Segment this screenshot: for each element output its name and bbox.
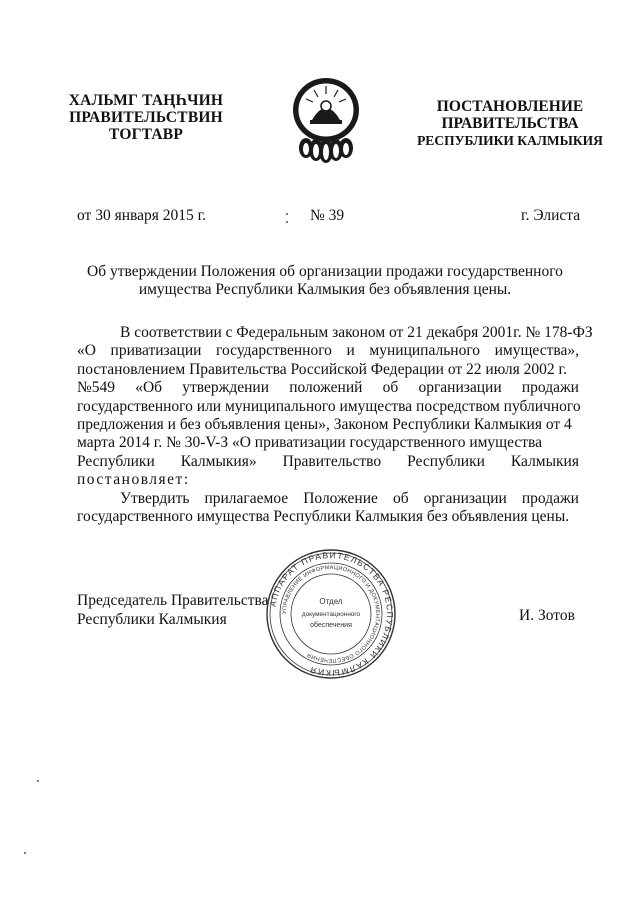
word: и	[346, 342, 355, 360]
body-line	[77, 324, 593, 342]
body-line	[77, 490, 579, 508]
body-line-text: государственного или муниципального имущества посредством публичного	[77, 397, 581, 415]
body-line	[77, 434, 579, 452]
stamp-center-line-1: Отдел	[319, 597, 343, 606]
word: Утвердить	[120, 489, 190, 507]
body-line	[77, 361, 579, 379]
header-right-line-1: ПОСТАНОВЛЕНИЕ	[436, 98, 584, 115]
body-line	[77, 398, 579, 416]
document-city: г. Элиста	[521, 207, 581, 224]
word: об	[382, 379, 399, 397]
scan-speck	[24, 852, 26, 854]
word: продажи	[521, 379, 579, 397]
stamp-outer-ring-text: АППАРАТ ПРАВИТЕЛЬСТВА РЕСПУБЛИКИ КАЛМЫКИЯ	[267, 549, 396, 679]
scan-speck	[37, 780, 39, 782]
word: утверждении	[182, 379, 270, 397]
official-stamp	[265, 548, 397, 680]
word: приватизации	[110, 342, 202, 360]
body-line	[77, 508, 579, 526]
body-line-text: постановляет:	[77, 471, 190, 489]
document-date: от 30 января 2015 г.	[77, 207, 207, 224]
body-line-text: марта 2014 г. № 30-V-З «О приватизации государственного имущества	[77, 434, 543, 452]
word: государственного	[216, 342, 332, 360]
word: №549	[77, 379, 116, 397]
signatory-position	[77, 591, 269, 629]
word: имущества»,	[494, 342, 579, 360]
word: Правительство	[282, 452, 382, 470]
word: «О	[77, 342, 96, 360]
word: положений	[289, 379, 363, 397]
body-line	[77, 471, 579, 489]
signatory-position-line-2: Республики Калмыкия	[77, 611, 227, 628]
body-line	[77, 453, 579, 471]
body-line	[77, 379, 579, 397]
header-left-line-1: ХАЛЬМГ ТАҢҺЧИН	[68, 92, 224, 109]
header-left-line-3: ТОГТАВР	[108, 126, 184, 143]
body-line-text: постановлением Правительства Российской Федерации от 22 июля 2002 г.	[77, 360, 567, 378]
header-right-line-2: ПРАВИТЕЛЬСТВА	[441, 115, 579, 132]
title-line-1: Об утверждении Положения об организации продажи государственного	[87, 263, 563, 280]
scan-speck	[286, 213, 288, 215]
document-body	[77, 324, 593, 526]
word: прилагаемое	[204, 489, 289, 507]
word: Калмыкия	[510, 452, 579, 470]
header-left-block	[46, 92, 246, 143]
word: об	[392, 489, 409, 507]
body-line-text: государственного имущества Республики Калмыкия без объявления цены.	[77, 508, 570, 526]
coat-of-arms-emblem	[290, 68, 362, 166]
word: Республики	[407, 452, 485, 470]
word: Республики	[77, 452, 155, 470]
signatory-position-line-1: Председатель Правительства	[77, 592, 269, 609]
word: «Об	[135, 379, 163, 397]
word: Положение	[303, 489, 378, 507]
stamp-inner-ring-text: УПРАВЛЕНИЕ ИНФОРМАЦИОННОГО И ДОКУМЕНТАЦИОННОГО ОБЕСПЕЧЕНИЯ	[281, 564, 381, 664]
header-right-block	[400, 98, 620, 149]
header-right-line-3: РЕСПУБЛИКИ КАЛМЫКИЯ	[417, 133, 603, 148]
word: организации	[423, 489, 507, 507]
word: продажи	[521, 489, 579, 507]
document-number: № 39	[310, 207, 345, 224]
stamp-center-line-3: обеспечения	[310, 622, 352, 629]
body-line-text: предложения и без объявления цены», Законом Республики Калмыкия от 4	[77, 416, 572, 434]
document-title	[60, 263, 590, 299]
word: Калмыкия»	[180, 452, 257, 470]
body-line-text: В соответствии с Федеральным законом от 21 декабря 2001г. № 178-ФЗ	[120, 324, 593, 341]
scan-speck	[286, 221, 288, 223]
stamp-center-line-2: документационного	[301, 611, 361, 618]
body-line	[77, 416, 579, 434]
title-line-2: имущества Республики Калмыкия без объявления цены.	[138, 281, 512, 298]
signatory-name: И. Зотов	[519, 607, 575, 624]
header-left-line-2: ПРАВИТЕЛЬСТВИН	[69, 109, 223, 126]
word: муниципального	[369, 342, 481, 360]
word: организации	[418, 379, 502, 397]
body-line	[77, 342, 579, 360]
